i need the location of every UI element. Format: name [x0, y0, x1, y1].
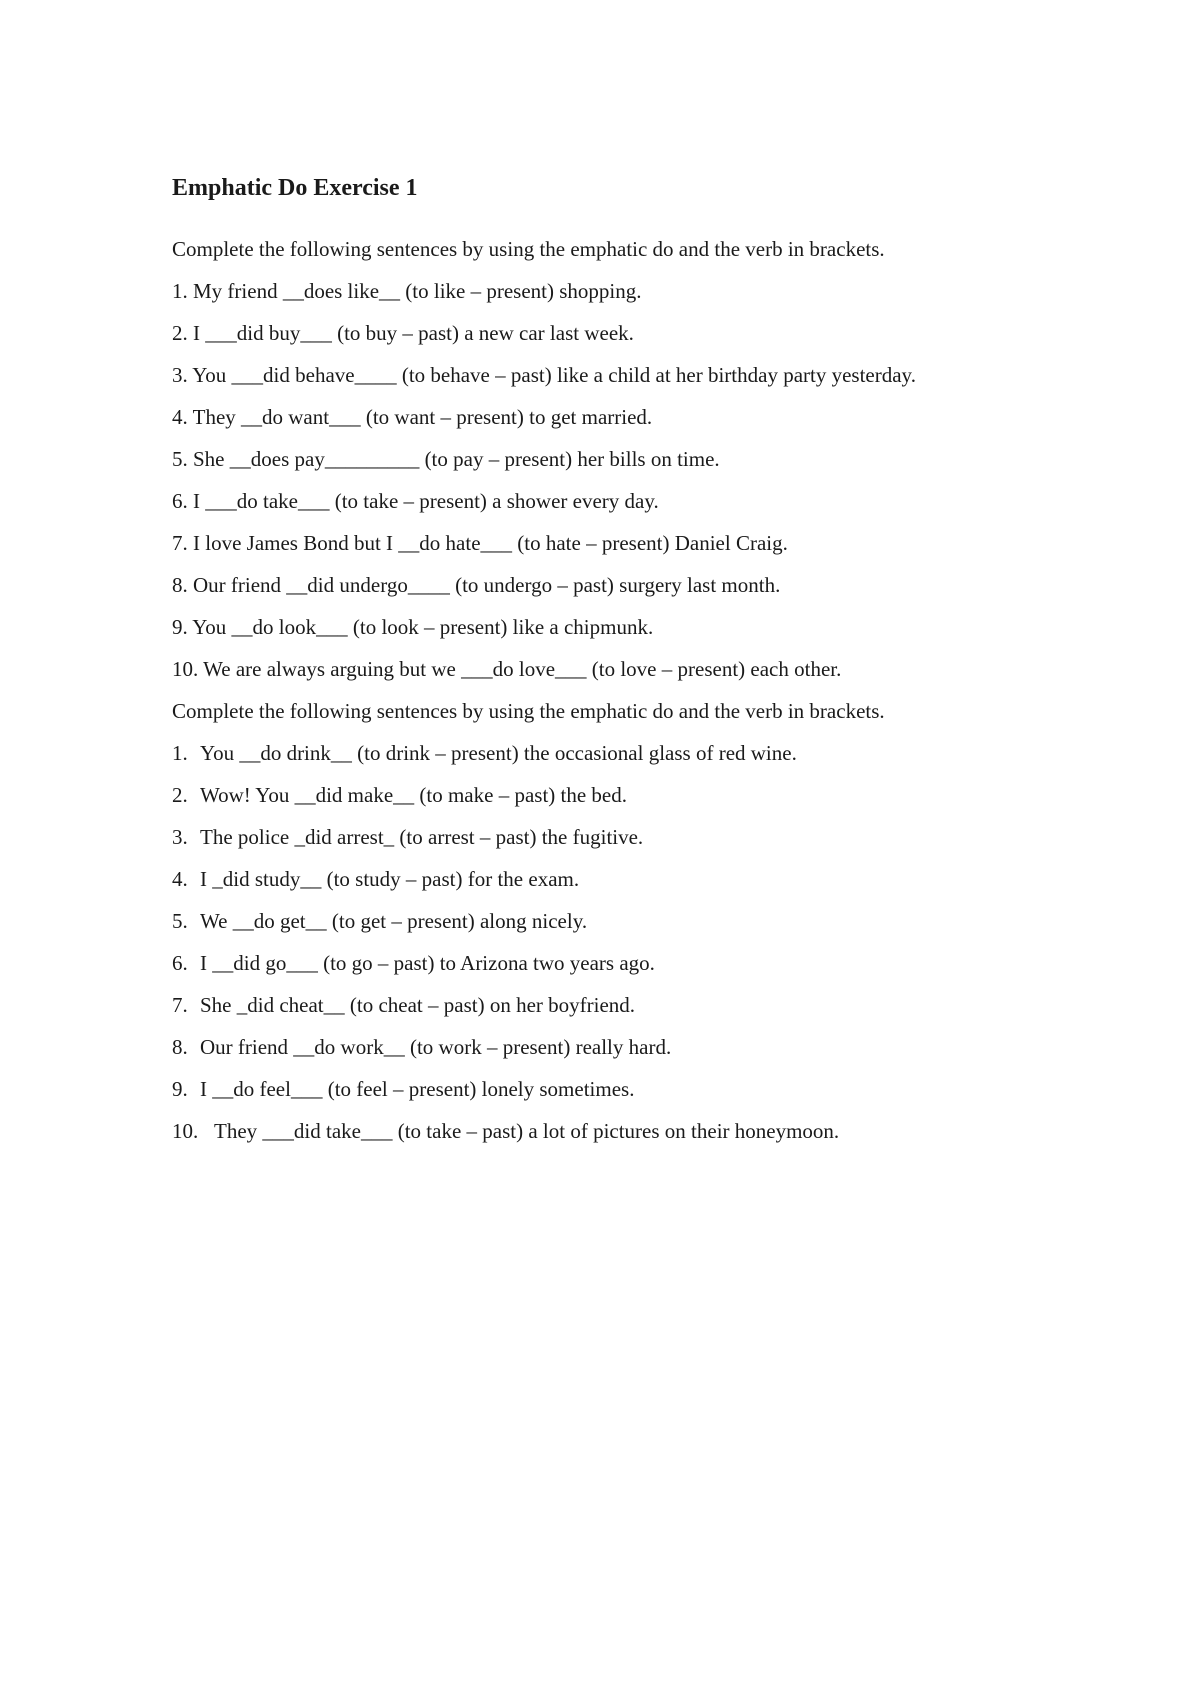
- item-number: 9.: [172, 1077, 188, 1101]
- item-number: 5.: [172, 909, 188, 933]
- exercise-item: [172, 900, 1072, 942]
- document-page: [172, 170, 1072, 1152]
- exercise-item: 8. Our friend __did undergo____ (to undergo – past) surgery last month.: [172, 573, 781, 597]
- item-text: She _did cheat__ (to cheat – past) on her boyfriend.: [200, 993, 636, 1017]
- page-title: Emphatic Do Exercise 1: [172, 175, 418, 201]
- item-number: 7.: [172, 993, 188, 1017]
- item-number: 6.: [172, 951, 188, 975]
- item-number: 1.: [172, 741, 188, 765]
- exercise-item: [172, 816, 1072, 858]
- exercise-item: 6. I ___do take___ (to take – present) a shower every day.: [172, 489, 659, 513]
- item-number: 4.: [172, 867, 188, 891]
- item-number: 3.: [172, 825, 188, 849]
- exercise-item: 10. We are always arguing but we ___do love___ (to love – present) each other.: [172, 657, 842, 681]
- exercise-item: 7. I love James Bond but I __do hate___ (to hate – present) Daniel Craig.: [172, 531, 788, 555]
- instruction-1: Complete the following sentences by using the emphatic do and the verb in brackets.: [172, 237, 885, 261]
- item-text: Wow! You __did make__ (to make – past) the bed.: [200, 783, 627, 807]
- item-number: 8.: [172, 1035, 188, 1059]
- item-text: You __do drink__ (to drink – present) the occasional glass of red wine.: [200, 741, 797, 765]
- item-text: I __do feel___ (to feel – present) lonely sometimes.: [200, 1077, 635, 1101]
- exercise-item: 1. My friend __does like__ (to like – present) shopping.: [172, 279, 642, 303]
- exercise-item: 4. They __do want___ (to want – present) to get married.: [172, 405, 653, 429]
- exercise-item: [172, 984, 1072, 1026]
- instruction-2: Complete the following sentences by using the emphatic do and the verb in brackets.: [172, 699, 885, 723]
- exercise-item: [172, 942, 1072, 984]
- exercise-item: [172, 1068, 1072, 1110]
- item-text: They ___did take___ (to take – past) a lot of pictures on their honeymoon.: [214, 1119, 840, 1143]
- exercise-section-1: [172, 228, 1072, 690]
- exercise-item: 9. You __do look___ (to look – present) like a chipmunk.: [172, 615, 654, 639]
- exercise-item: [172, 1110, 1072, 1152]
- item-text: I _did study__ (to study – past) for the exam.: [200, 867, 580, 891]
- item-number: 2.: [172, 783, 188, 807]
- exercise-item: [172, 774, 1072, 816]
- item-text: I __did go___ (to go – past) to Arizona two years ago.: [200, 951, 655, 975]
- exercise-item: 5. She __does pay_________ (to pay – present) her bills on time.: [172, 447, 720, 471]
- exercise-section-2: [172, 690, 1072, 1152]
- item-text: The police _did arrest_ (to arrest – past) the fugitive.: [200, 825, 644, 849]
- item-number: 10.: [172, 1119, 199, 1143]
- exercise-item: 2. I ___did buy___ (to buy – past) a new car last week.: [172, 321, 634, 345]
- exercise-item: [172, 732, 1072, 774]
- exercise-item: 3. You ___did behave____ (to behave – past) like a child at her birthday party yesterday.: [172, 363, 916, 387]
- item-text: We __do get__ (to get – present) along nicely.: [200, 909, 588, 933]
- exercise-item: [172, 858, 1072, 900]
- exercise-item: [172, 1026, 1072, 1068]
- item-text: Our friend __do work__ (to work – present) really hard.: [200, 1035, 672, 1059]
